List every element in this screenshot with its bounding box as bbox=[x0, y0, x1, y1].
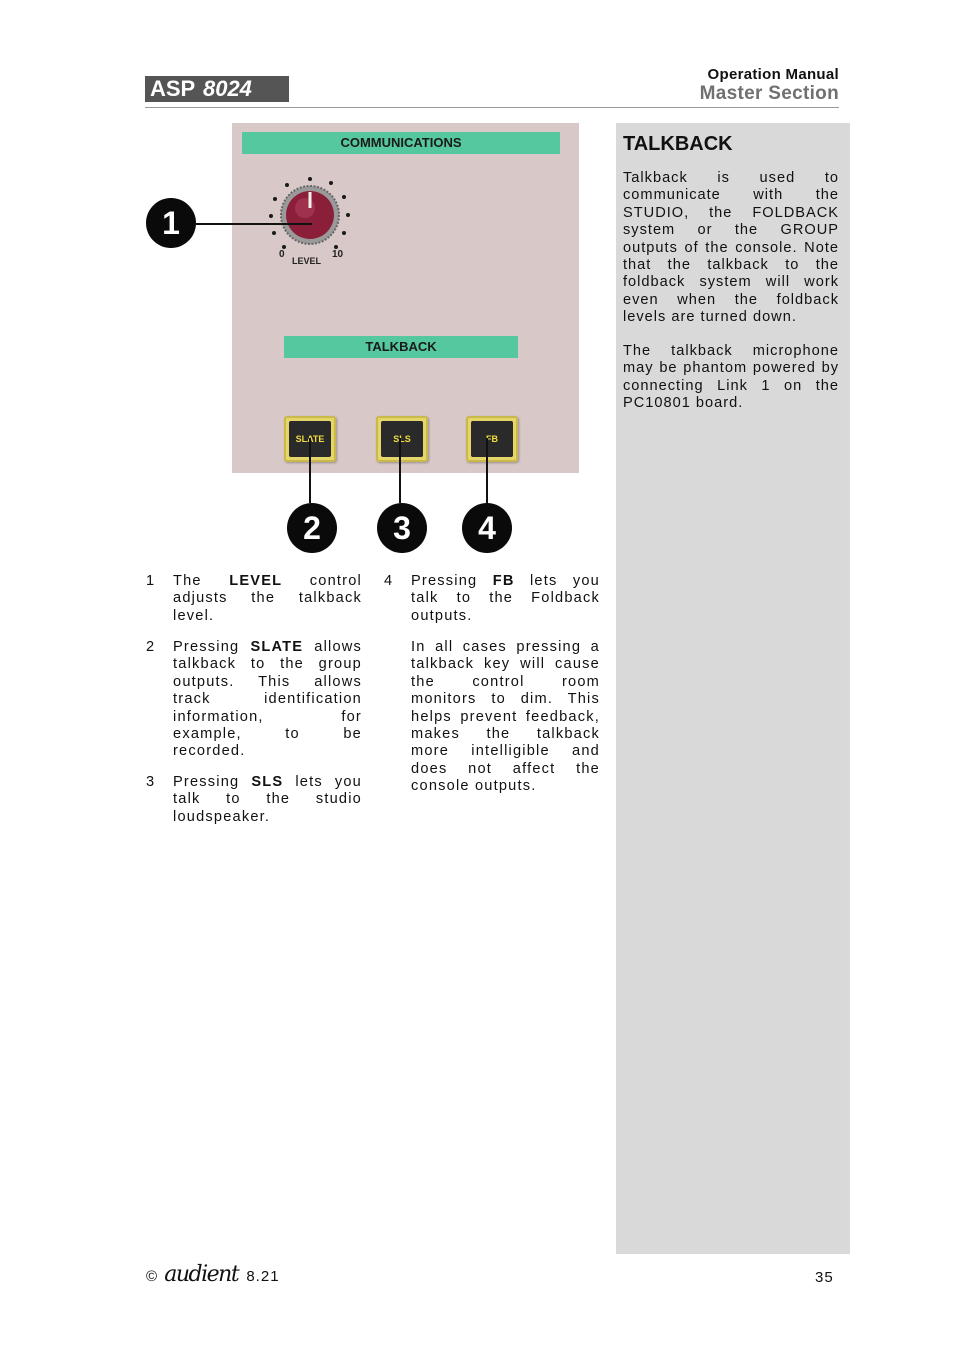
sidebar-paragraph-2: The talkback microphone may be phantom powered by connecting Link 1 on the PC10801 board. bbox=[623, 343, 839, 412]
fb-key bbox=[466, 416, 518, 462]
asp-8024-logo bbox=[145, 76, 289, 102]
footer-copyright bbox=[146, 1262, 280, 1287]
copyright-symbol: © bbox=[146, 1268, 158, 1285]
section-title: Master Section bbox=[699, 83, 839, 104]
sidebar-paragraph-1: Talkback is used to communicate with the STUDIO, the FOLDBACK system or the GROUP outputs of the console. Note that the talkback to the foldback system will work even when the foldback levels are turned down. bbox=[623, 170, 839, 326]
callout-4: 4 bbox=[462, 503, 512, 553]
page-number: 35 bbox=[815, 1269, 834, 1286]
knob-min-label: 0 bbox=[279, 249, 285, 260]
knob-name-label: LEVEL bbox=[292, 256, 322, 266]
callout-3: 3 bbox=[377, 503, 427, 553]
logo-prefix: ASP bbox=[150, 76, 195, 101]
item-number: 1 bbox=[146, 573, 156, 589]
item-number: 3 bbox=[146, 774, 156, 790]
level-knob-icon bbox=[260, 170, 360, 270]
knob-max-label: 10 bbox=[332, 249, 344, 260]
slate-key bbox=[284, 416, 336, 462]
audient-logo: audient bbox=[164, 1262, 239, 1287]
version-number: 8.21 bbox=[246, 1268, 280, 1285]
communications-label: COMMUNICATIONS bbox=[242, 132, 560, 154]
header-divider bbox=[145, 107, 839, 108]
item-text: In all cases pressing a talkback key will cause the control room monitors to dim. This helps prevent feedback, makes the talkback more intelligible and does not affect the console outputs. bbox=[411, 639, 600, 795]
manual-title: Operation Manual bbox=[707, 66, 839, 83]
item-text: Pressing SLS lets you talk to the studio loudspeaker. bbox=[173, 774, 362, 825]
sls-key bbox=[376, 416, 428, 462]
item-text: Pressing FB lets you talk to the Foldback outputs. bbox=[411, 573, 600, 624]
item-text: The LEVEL control adjusts the talkback level. bbox=[173, 573, 362, 624]
sls-key-label: SLS bbox=[381, 421, 423, 457]
item-text: Pressing SLATE allows talkback to the group outputs. This allows track identification information, for example, to be recorded. bbox=[173, 639, 363, 760]
sidebar-title: TALKBACK bbox=[623, 133, 733, 155]
talkback-label: TALKBACK bbox=[284, 336, 518, 358]
callout-2: 2 bbox=[287, 503, 337, 553]
callout-1: 1 bbox=[146, 198, 196, 248]
slate-key-label: SLATE bbox=[289, 421, 331, 457]
item-number: 2 bbox=[146, 639, 156, 655]
item-number: 4 bbox=[384, 573, 394, 589]
fb-key-label: FB bbox=[471, 421, 513, 457]
logo-model: 8024 bbox=[202, 76, 252, 101]
